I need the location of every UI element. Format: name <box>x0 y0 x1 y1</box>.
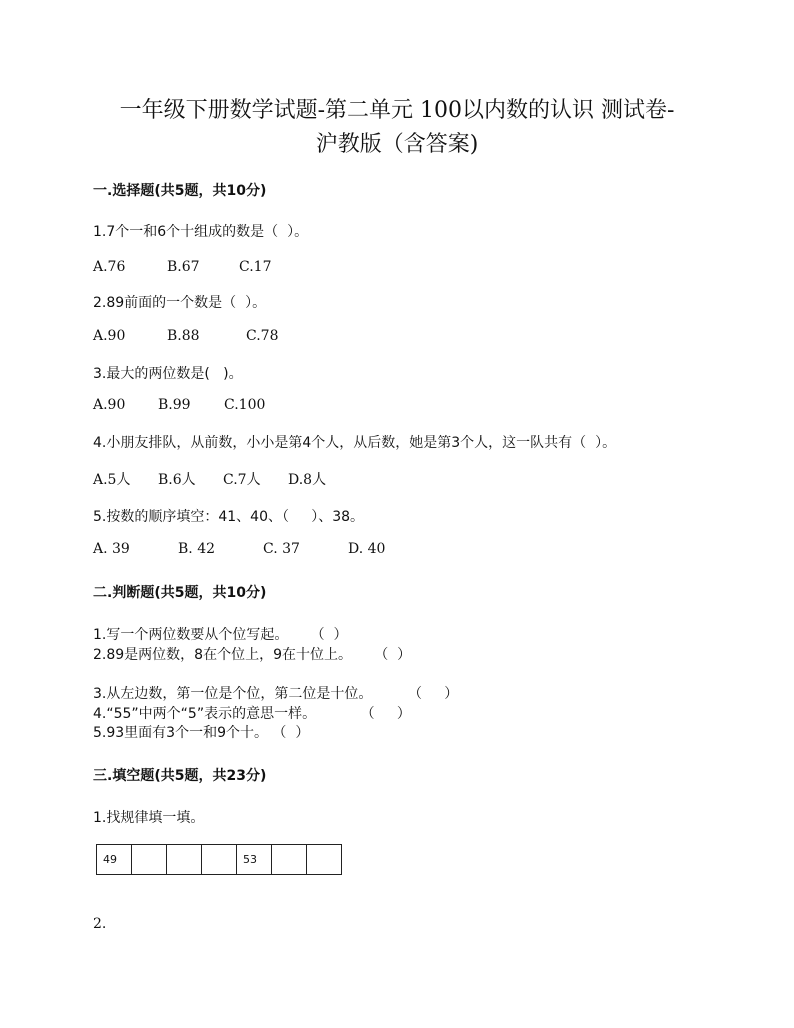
choice-5-option-b: B. 42 <box>178 541 216 557</box>
section-heading-judge: 二.判断题(共5题，共10分) <box>93 585 267 601</box>
sequence-cell <box>272 845 307 875</box>
sequence-cell <box>167 845 202 875</box>
fill-question-1: 1.找规律填一填。 <box>93 810 205 826</box>
choice-1-option-b: B.67 <box>167 259 200 275</box>
choice-4-option-b: B.6人 <box>158 472 196 488</box>
judge-question-4: 4.“55”中两个“5”表示的意思一样。 （ ） <box>93 706 411 722</box>
section-heading-choice: 一.选择题(共5题，共10分) <box>93 183 267 199</box>
choice-1-option-c: C.17 <box>239 259 272 275</box>
choice-5-option-c: C. 37 <box>263 541 300 557</box>
sequence-cell <box>307 845 342 875</box>
choice-question-2: 2.89前面的一个数是（ ）。 <box>93 295 267 311</box>
choice-question-1: 1.7个一和6个十组成的数是（ ）。 <box>93 224 309 240</box>
sequence-cell <box>202 845 237 875</box>
choice-4-option-d: D.8人 <box>288 472 327 488</box>
choice-3-option-c: C.100 <box>224 397 266 413</box>
choice-2-option-a: A.90 <box>93 328 126 344</box>
page-title-line2: 沪教版（含答案) <box>315 132 479 157</box>
sequence-cell <box>132 845 167 875</box>
choice-3-option-a: A.90 <box>93 397 126 413</box>
choice-2-option-c: C.78 <box>246 328 279 344</box>
choice-question-5: 5.按数的顺序填空：41、40、（ ）、38。 <box>93 509 365 525</box>
judge-question-5: 5.93里面有3个一和9个十。 （ ） <box>93 725 310 741</box>
fill-question-2: 2. <box>93 916 107 932</box>
choice-1-option-a: A.76 <box>93 259 126 275</box>
choice-5-option-a: A. 39 <box>93 541 130 557</box>
choice-4-option-c: C.7人 <box>223 472 261 488</box>
judge-question-2: 2.89是两位数，8在个位上，9在十位上。 （ ） <box>93 647 412 663</box>
sequence-cell: 53 <box>237 845 272 875</box>
number-sequence-table <box>96 844 342 875</box>
table-row <box>97 845 342 875</box>
page-title-line1: 一年级下册数学试题-第二单元 100以内数的认识 测试卷- <box>119 98 675 123</box>
choice-4-option-a: A.5人 <box>93 472 131 488</box>
choice-3-option-b: B.99 <box>158 397 191 413</box>
section-heading-fill: 三.填空题(共5题，共23分) <box>93 768 267 784</box>
choice-question-4: 4.小朋友排队，从前数，小小是第4个人，从后数，她是第3个人，这一队共有（ ）。 <box>93 435 617 451</box>
judge-question-1: 1.写一个两位数要从个位写起。 （ ） <box>93 627 348 643</box>
choice-2-option-b: B.88 <box>167 328 200 344</box>
judge-question-3: 3.从左边数，第一位是个位，第二位是十位。 （ ） <box>93 686 459 702</box>
choice-5-option-d: D. 40 <box>348 541 386 557</box>
choice-question-3: 3.最大的两位数是( )。 <box>93 366 243 382</box>
sequence-cell: 49 <box>97 845 132 875</box>
